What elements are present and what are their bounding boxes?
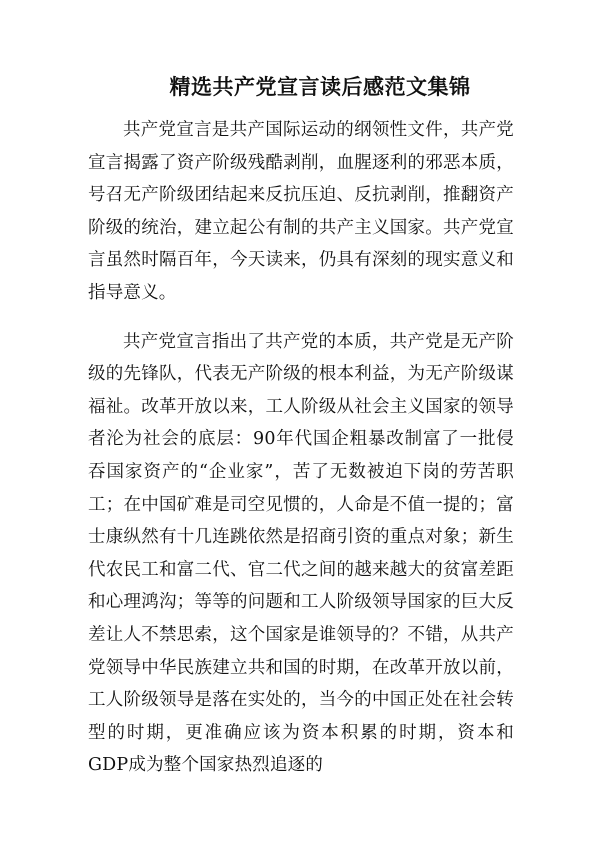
paragraph-1: 共产党宣言是共产国际运动的纲领性文件，共产党宣言揭露了资产阶级残酷剥削，血腥逐利的邪恶本质，号召无产阶级团结起来反抗压迫、反抗剥削，推翻资产阶级的统治，建立起公有制的共产主义国家。共产党宣言虽然时隔百年，今天读来，仍具有深刻的现实意义和指导意义。 bbox=[88, 120, 514, 303]
document-body bbox=[88, 114, 514, 782]
paragraph-2: 共产党宣言指出了共产党的本质，共产党是无产阶级的先锋队，代表无产阶级的根本利益，为无产阶级谋福祉。改革开放以来，工人阶级从社会主义国家的领导者沦为社会的底层：90年代国企粗暴改制富了一批侵吞国家资产的“企业家”，苦了无数被迫下岗的劳苦职工；在中国矿难是司空见惯的，人命是不值一提的；富士康纵然有十几连跳依然是招商引资的重点对象；新生代农民工和富二代、官二代之间的越来越大的贫富差距和心理鸿沟；等等的问题和工人阶级领导国家的巨大反差让人不禁思索，这个国家是谁领导的？不错，从共产党领导中华民族建立共和国的时期，在改革开放以前，工人阶级领导是落在实处的，当今的中国正处在社会转型的时期，更准确应该为资本积累的时期，资本和GDP成为整个国家热烈追逐的 bbox=[88, 331, 514, 776]
document-title: 精选共产党宣言读后感范文集锦 bbox=[169, 74, 471, 99]
